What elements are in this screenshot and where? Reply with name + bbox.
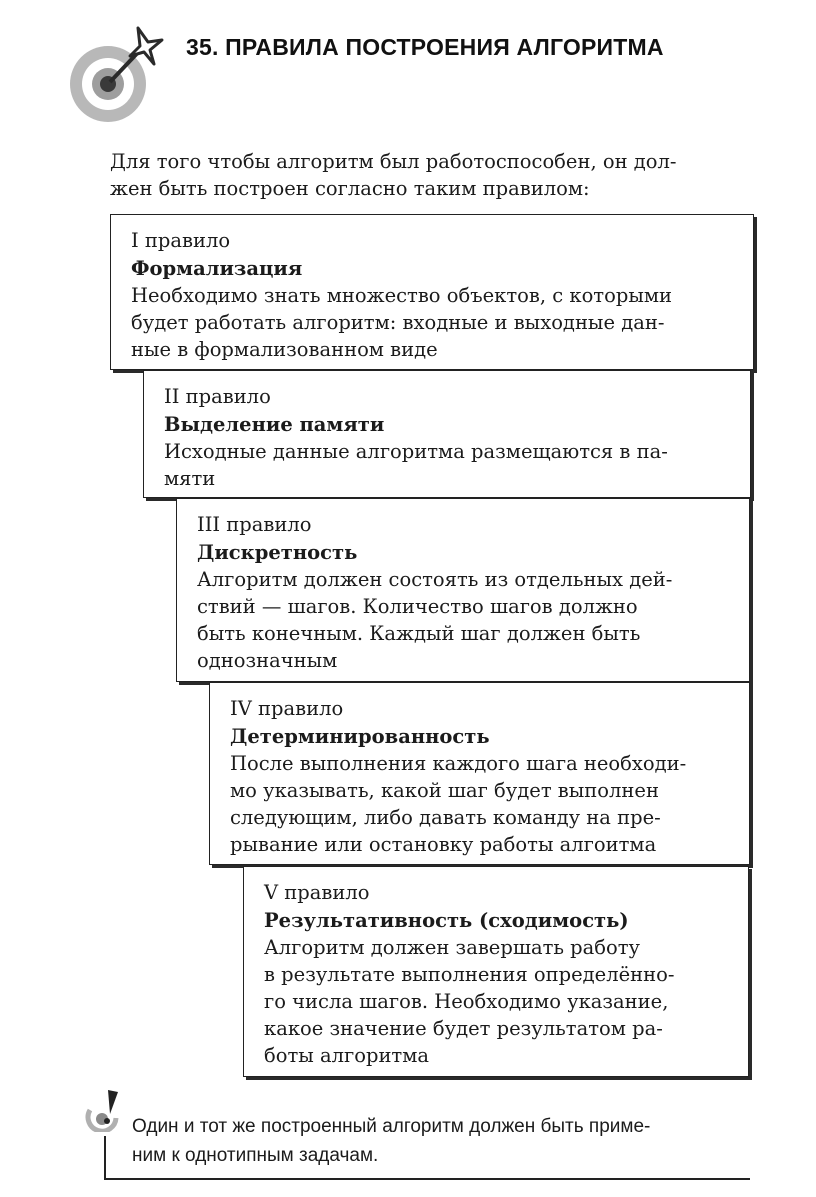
page-title: 35. ПРАВИЛА ПОСТРОЕНИЯ АЛГОРИТМА [186,34,664,60]
rule-text-line: ные в формализованном виде [131,338,438,361]
rule-text-line: следующим, либо давать команду на пре- [230,806,661,829]
rule-text-line: быть конечным. Каждый шаг должен быть [197,622,641,645]
rule-text-line: Алгоритм должен состоять из отдельных дей- [197,568,673,591]
note-left-rule [104,1136,106,1180]
rule-text-line: мяти [164,467,216,490]
rule-number: IV правило [230,697,344,720]
intro-line: жен быть построен согласно таким правилом: [110,177,590,200]
rule-box-formalization [110,214,754,370]
rule-name: Результативность (сходимость) [264,909,629,932]
rule-text-line: какое значение будет результатом ра- [264,1017,663,1040]
exclamation-icon [84,1088,126,1132]
rule-text-line: однозначным [197,649,338,672]
rule-text-line: го числа шагов. Необходимо указание, [264,990,669,1013]
rule-number: II правило [164,385,271,408]
rule-text-line: Необходимо знать множество объектов, с которыми [131,284,673,307]
rule-text-line: будет работать алгоритм: входные и выходные дан- [131,311,665,334]
note-bottom-rule [104,1178,750,1180]
rule-number: III правило [197,513,312,536]
rule-name: Дискретность [197,541,358,564]
note-line: Один и тот же построенный алгоритм должен быть приме- [132,1116,651,1137]
rule-box-effectiveness [243,866,749,1077]
rule-text-line: мо указывать, какой шаг будет выполнен [230,779,659,802]
rule-number: V правило [264,881,370,904]
rule-name: Детерминированность [230,725,490,748]
note-text [132,1112,650,1170]
rule-text-line: После выполнения каждого шага необходи- [230,752,687,775]
rule-text-line: рывание или остановку работы алгоитма [230,833,657,856]
note-line: ним к однотипным задачам. [132,1145,379,1166]
rule-text-line: ствий — шагов. Количество шагов должно [197,595,638,618]
target-arrow-icon [66,22,166,122]
rule-text-line: боты алгоритма [264,1044,430,1067]
rule-text-line: в результате выполнения определённо- [264,963,675,986]
intro-paragraph [110,148,750,202]
rule-name: Формализация [131,257,303,280]
rule-box-determinism [209,682,750,865]
rule-number: I правило [131,229,231,252]
rule-name: Выделение памяти [164,413,385,436]
rule-box-memory-allocation [143,370,751,498]
rule-text-line: Исходные данные алгоритма размещаются в па- [164,440,668,463]
rule-text-line: Алгоритм должен завершать работу [264,936,641,959]
intro-line: Для того чтобы алгоритм был работоспособен, он дол- [110,150,677,173]
rule-box-discreteness [176,498,750,682]
